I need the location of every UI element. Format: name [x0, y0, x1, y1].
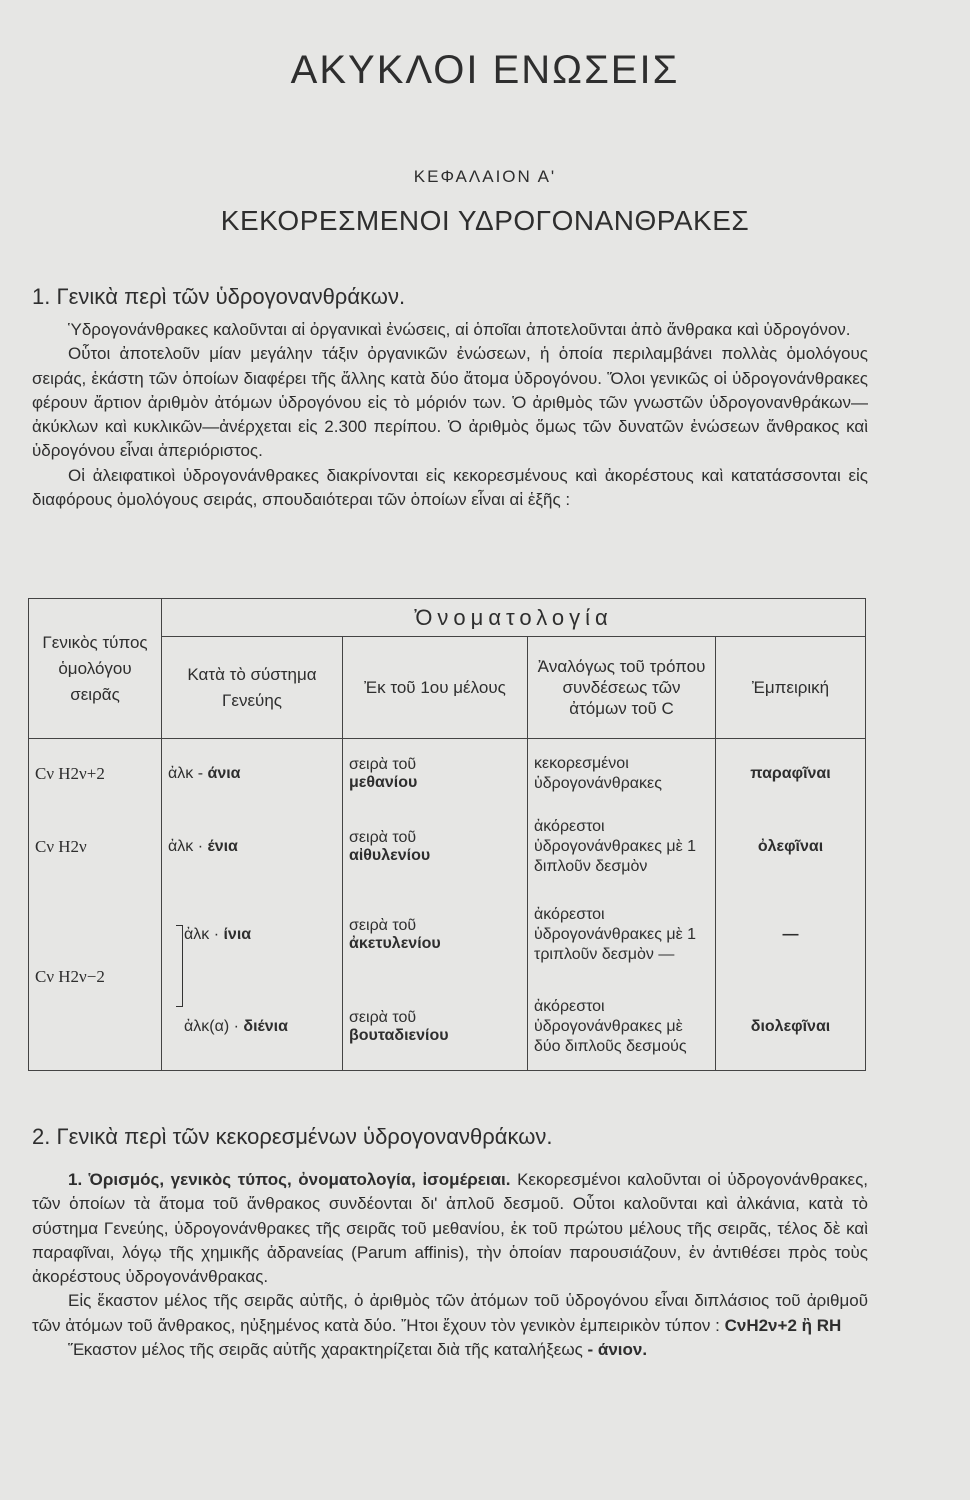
series-label: σειρὰ τοῦ	[349, 916, 417, 934]
series-label: σειρὰ τοῦ	[349, 755, 417, 773]
suffix: ίνια	[223, 925, 252, 943]
bond-description: κεκορεσμένοι ὑδρογονάνθρακες	[528, 739, 716, 809]
paragraph-text: Κεκορεσμένοι καλοῦνται οἱ ὑδρογονάνθρακες, τῶν ὁποίων τὰ ἄτομα τοῦ ἄνθρακος συνδέονται δι' ἁπλοῦ δεσμοῦ. Οὗτοι καλοῦνται καὶ ἀλκάνια, κατὰ τὸ σύστημα Γενεύης, ὑδρογονάνθρακες τῆς σειρᾶς τοῦ μεθανίου, ἐκ τοῦ πρώτου μέλους τῆς σειρᾶς, τέλος δὲ καὶ παραφῖναι, λόγῳ τῆς χημικῆς ἀδρανείας (Parum affinis), τὴν ὁποίαν παρουσιάζουν, ἐν ἀντιθέσει πρὸς τοὺς ἀκορέστους ὑδρογονάνθρακας.	[32, 1170, 868, 1287]
suffix: άνια	[207, 764, 241, 782]
section-1-body	[32, 318, 868, 512]
empirical-name: —	[716, 885, 866, 985]
paragraph	[32, 1289, 868, 1338]
suffix-ending: - άνιον.	[587, 1340, 648, 1360]
general-formula: CνH2ν+2 ἢ RH	[724, 1315, 842, 1335]
series-name: ἀκετυλενίου	[349, 934, 441, 952]
chapter-label: ΚΕΦΑΛΑΙΟΝ Α'	[413, 167, 557, 186]
formula: Cν H2ν+2	[29, 739, 162, 809]
geneva-name	[162, 739, 343, 809]
paragraph	[32, 1338, 868, 1362]
formula: Cν H2ν	[29, 809, 162, 885]
header-nomenclature: Ὀνοματολογία	[162, 599, 866, 637]
bond-description: ἀκόρεστοι ὑδρογονάνθρακες μὲ 1 τριπλοῦν δεσμὸν —	[528, 885, 716, 985]
header-bond-type: Ἀναλόγως τοῦ τρόπου συνδέσεως τῶν ἀτόμων τοῦ C	[528, 637, 716, 739]
paragraph: Οἱ ἀλειφατικοὶ ὑδρογονάνθρακες διακρίνονται εἰς κεκορεσμένους καὶ ἀκορέστους καὶ κατατάσσονται εἰς διαφόρους ὁμολόγους σειράς, σπουδαιότεραι τῶν ὁποίων εἶναι αἱ ἑξῆς :	[32, 465, 868, 510]
paragraph-text: Εἰς ἕκαστον μέλος τῆς σειρᾶς αὐτῆς, ὁ ἀριθμὸς τῶν ἀτόμων τοῦ ὑδρογόνου εἶναι διπλάσιος τοῦ ἀριθμοῦ τῶν ἀτόμων τοῦ ἄνθρακος, ηὐξημένος κατὰ δύο. Ἤτοι ἔχουν τὸν γενικὸν ἐμπειρικὸν τύπον :	[32, 1291, 868, 1335]
geneva-name	[162, 809, 343, 885]
suffix: ένια	[207, 837, 238, 855]
prefix: ἀλκ ·	[168, 837, 204, 855]
header-empirical: Ἐμπειρική	[716, 637, 866, 739]
header-geneva: Κατὰ τὸ σύστημα Γενεύης	[162, 637, 343, 739]
paragraph	[32, 1168, 868, 1289]
series-label: σειρὰ τοῦ	[349, 1009, 417, 1027]
table-row	[29, 739, 866, 809]
geneva-name	[162, 985, 343, 1071]
empirical-name: διολεφῖναι	[716, 985, 866, 1071]
series-label: σειρὰ τοῦ	[349, 828, 417, 846]
paragraph: Οὗτοι ἀποτελοῦν μίαν μεγάλην τάξιν ὀργανικῶν ἐνώσεων, ἡ ὁποία περιλαμβάνει πολλὰς ὁμολόγους σειράς, ἑκάστη τῶν ὁποίων διαφέρει τῆς ἄλλης κατὰ δύο ἄτομα ὑδρογόνου. Ὅλοι γενικῶς οἱ ὑδρογονάνθρακες φέρουν ἄρτιον ἀριθμὸν ἀτόμων ὑδρογόνου εἰς τὸ μόριόν των. Ὁ ἀριθμὸς τῶν γνωστῶν ὑδρογονανθράκων—ἀκύκλων καὶ κυκλικῶν—ἀνέρχεται εἰς 2.300 περίπου. Ὁ ἀριθμὸς ὅμως τῶν δυνατῶν ἐνώσεων ἄνθρακος καὶ ὑδρογόνου εἶναι ἀπεριόριστος.	[32, 344, 868, 461]
series-name: βουταδιενίου	[349, 1027, 449, 1045]
section-2-heading: 2. Γενικὰ περὶ τῶν κεκορεσμένων ὑδρογονανθράκων.	[32, 1124, 553, 1149]
geneva-name	[162, 885, 343, 985]
prefix: ἀλκ ·	[184, 925, 220, 943]
series-name: μεθανίου	[349, 773, 418, 791]
bond-description: ἀκόρεστοι ὑδρογονάνθρακες μὲ δύο διπλοῦς δεσμούς	[528, 985, 716, 1071]
bond-description: ἀκόρεστοι ὑδρογονάνθρακες μὲ 1 διπλοῦν δεσμὸν	[528, 809, 716, 885]
nomenclature-table	[28, 598, 866, 1071]
empirical-name: παραφῖναι	[716, 739, 866, 809]
table-row	[29, 809, 866, 885]
page-title: ΑΚΥΚΛΟΙ ΕΝΩΣΕΙΣ	[290, 48, 680, 92]
section-2-body	[32, 1168, 868, 1362]
formula: Cν H2ν−2	[29, 885, 162, 1071]
prefix: ἀλκ -	[168, 764, 204, 782]
header-general-formula: Γενικὸς τύπος ὁμολόγου σειρᾶς	[29, 599, 162, 739]
first-member	[343, 985, 528, 1071]
subsection-heading: 1. Ὁρισμός, γενικὸς τύπος, ὀνοματολογία, ἰσομέρειαι.	[68, 1170, 511, 1189]
paragraph-text: Ἕκαστον μέλος τῆς σειρᾶς αὐτῆς χαρακτηρίζεται διὰ τῆς καταλήξεως	[68, 1340, 583, 1360]
section-1-heading: 1. Γενικὰ περὶ τῶν ὑδρογονανθράκων.	[32, 284, 406, 309]
first-member	[343, 809, 528, 885]
suffix: διένια	[243, 1018, 288, 1036]
brace-icon	[176, 925, 183, 1007]
first-member	[343, 885, 528, 985]
prefix: ἀλκ(α) ·	[184, 1018, 239, 1036]
chapter-title: ΚΕΚΟΡΕΣΜΕΝΟΙ ΥΔΡΟΓΟΝΑΝΘΡΑΚΕΣ	[220, 205, 750, 236]
first-member	[343, 739, 528, 809]
empirical-name: ὀλεφῖναι	[716, 809, 866, 885]
header-first-member: Ἐκ τοῦ 1ου μέλους	[343, 637, 528, 739]
series-name: αἰθυλενίου	[349, 846, 431, 864]
table-row	[29, 885, 866, 985]
paragraph: Ὑδρογονάνθρακες καλοῦνται αἱ ὀργανικαὶ ἐνώσεις, αἱ ὁποῖαι ἀποτελοῦνται ἀπὸ ἄνθρακα καὶ ὑδρογόνον.	[68, 320, 851, 339]
